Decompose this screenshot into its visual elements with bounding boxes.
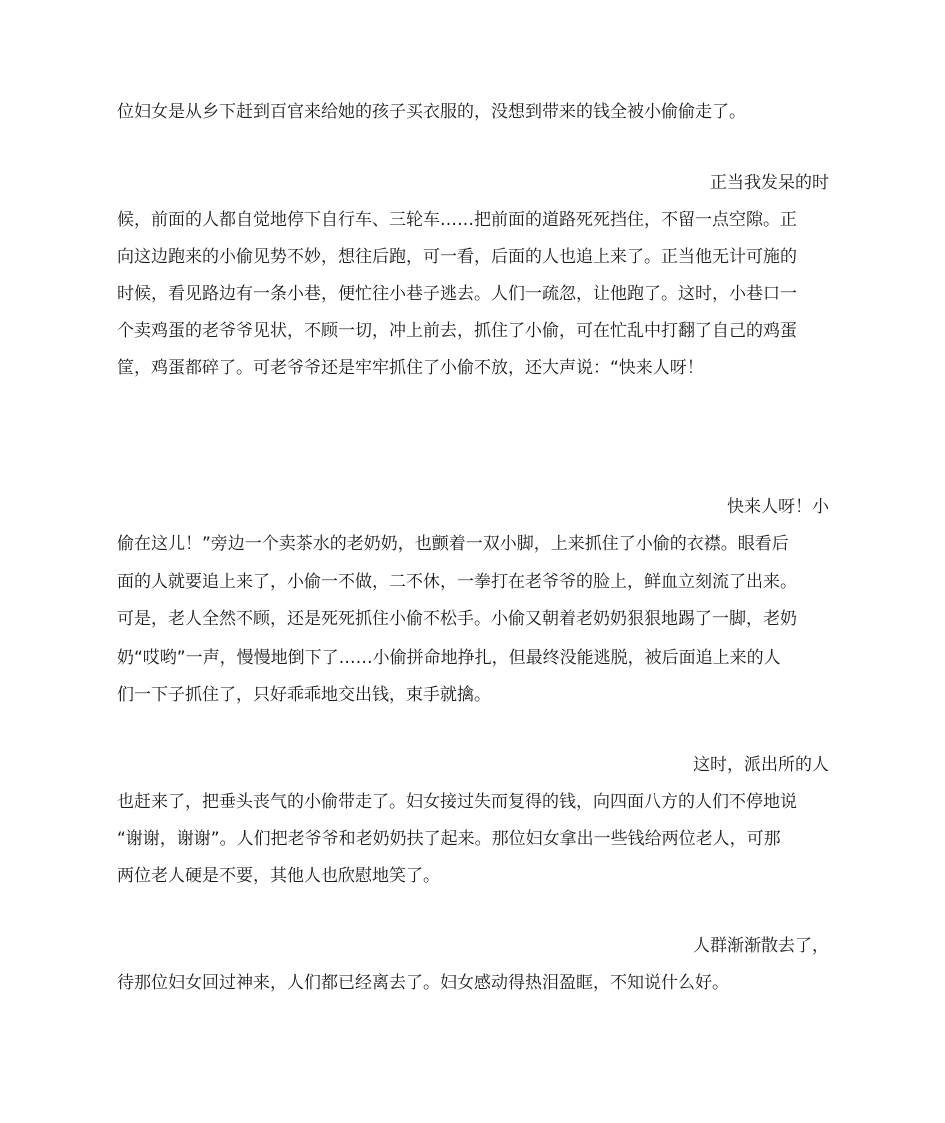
- text-line: 快来人呀！小: [727, 497, 829, 517]
- text-line: 筐，鸡蛋都碎了。可老爷爷还是牢牢抓住了小偷不放，还大声说：“快来人呀！: [117, 358, 704, 378]
- text-line: 这时，派出所的人: [693, 755, 829, 775]
- text-line: 偷在这儿！”旁边一个卖茶水的老奶奶，也颤着一双小脚，上来抓住了小偷的衣襟。眼看后: [117, 534, 789, 554]
- text-line: 待那位妇女回过神来，人们都已经离去了。妇女感动得热泪盈眶，不知说什么好。: [117, 973, 729, 993]
- text-line: 奶“哎哟”一声，慢慢地倒下了……小偷拼命地挣扎，但最终没能逃脱，被后面追上来的人: [117, 648, 781, 668]
- text-line: 也赶来了，把垂头丧气的小偷带走了。妇女接过失而复得的钱，向四面八方的人们不停地说: [117, 792, 797, 812]
- text-line: 候，前面的人都自觉地停下自行车、三轮车……把前面的道路死死挡住，不留一点空隙。正: [117, 210, 797, 230]
- text-line: 人群渐渐散去了，: [693, 936, 829, 956]
- text-line: 时候，看见路边有一条小巷，便忙往小巷子逃去。人们一疏忽，让他跑了。这时，小巷口一: [117, 284, 797, 304]
- text-line: 两位老人硬是不要，其他人也欣慰地笑了。: [117, 866, 440, 886]
- text-line: 们一下子抓住了，只好乖乖地交出钱，束手就擒。: [117, 685, 491, 705]
- text-line: 可是，老人全然不顾，还是死死抓住小偷不松手。小偷又朝着老奶奶狠狠地踢了一脚，老奶: [117, 609, 797, 629]
- text-line: 面的人就要追上来了，小偷一不做，二不休，一拳打在老爷爷的脸上，鲜血立刻流了出来。: [117, 572, 797, 592]
- text-line: 位妇女是从乡下赶到百官来给她的孩子买衣服的，没想到带来的钱全被小偷偷走了。: [117, 102, 746, 122]
- text-line: 向这边跑来的小偷见势不妙，想往后跑，可一看，后面的人也追上来了。正当他无计可施的: [117, 247, 797, 267]
- text-line: “谢谢，谢谢”。人们把老爷爷和老奶奶扶了起来。那位妇女拿出一些钱给两位老人，可那: [117, 829, 781, 849]
- text-line: 正当我发呆的时: [710, 173, 829, 193]
- text-line: 个卖鸡蛋的老爷爷见状，不顾一切，冲上前去，抓住了小偷，可在忙乱中打翻了自己的鸡蛋: [117, 321, 797, 341]
